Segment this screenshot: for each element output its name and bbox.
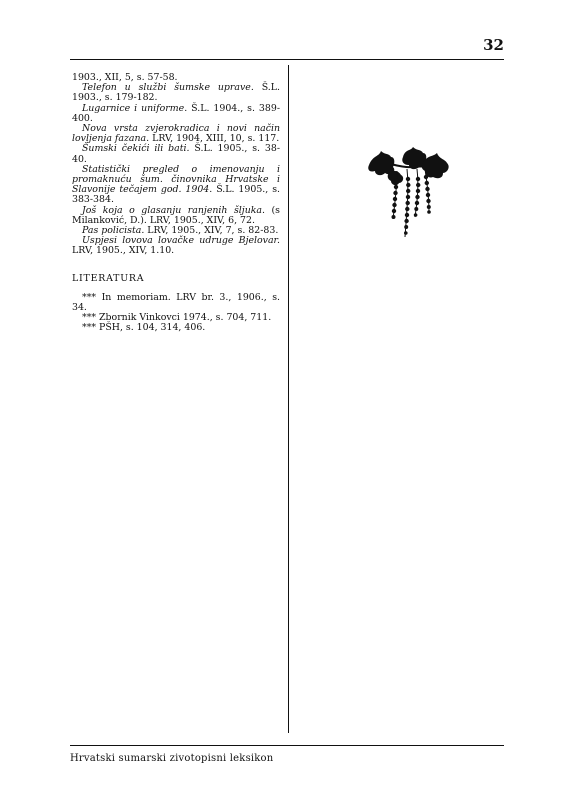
bibliography-entry: 1903., XII, 5, s. 57-58. [72,72,178,83]
literature-reference: *** PŠH, s. 104, 314, 406. [82,322,206,334]
oak-branch-with-catkins-icon [367,147,455,243]
literature-heading: LITERATURA [72,272,145,284]
literature-reference: *** Zbornik Vinkovci 1974., s. 704, 711. [82,312,272,324]
literature-reference: *** In memoriam. LRV br. 3., 1906., s. 34. [72,291,280,314]
bibliography-entry: Nova vrsta zvjerokradica i novi način lovljenja fazana. LRV, 1904, XIII, 10, s. 117. [72,123,280,145]
bibliography-entry: Uspjesi lovova lovačke udruge Bjelovar. LRV, 1905., XIV, 1.10. [72,235,280,257]
page-number: 32 [483,36,504,54]
footer-text: Hrvatski sumarski zivotopisni leksikon [70,753,274,764]
bibliography-entry: Pas policista. LRV, 1905., XIV, 7, s. 82-83. [82,225,279,237]
column-divider [288,65,289,733]
bibliography-entry: Telefon u službi šumske uprave. Š.L. 1903., s. 179-182. [72,82,280,104]
bibliography-entry: Šumski čekići ili bati. Š.L. 1905., s. 38-40. [72,143,281,165]
bibliography-entry: Statistički pregled o imenovanju i promaknuću šum. činovnika Hrvatske i Slavonije tečajem god. 1904. Š.L. 1905., s. 383-384. [72,163,280,206]
header-rule [70,59,504,60]
footer-rule [70,745,504,746]
bibliography-entry: Lugarnice i uniforme. Š.L. 1904., s. 389-400. [72,102,280,124]
bibliography-entry: Još koja o glasanju ranjenih šljuka. (s Milanković, D.). LRV, 1905., XIV, 6, 72. [72,204,280,226]
left-column [72,73,280,334]
